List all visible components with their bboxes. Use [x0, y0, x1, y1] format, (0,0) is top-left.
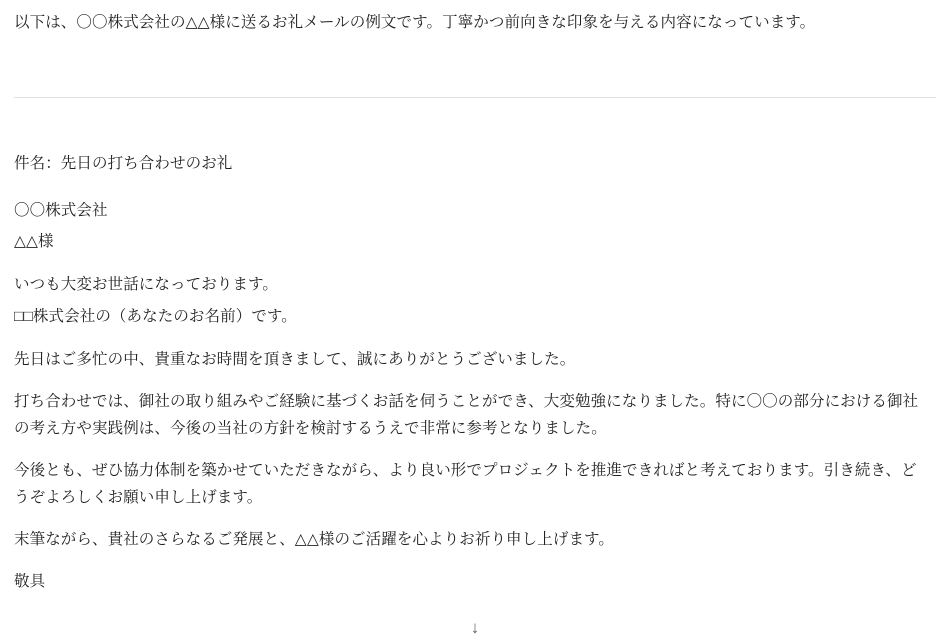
scroll-down-icon[interactable]: ↓ [470, 618, 480, 637]
sign-off: 敬具 [14, 573, 46, 591]
recipient-name: △△様 [14, 233, 54, 251]
future-paragraph: 今後とも、ぜひ協力体制を築かせていただきながら、より良い形でプロジェクトを推進できればと考えております。引き続き、どうぞよろしくお願い申し上げます。 [14, 462, 917, 507]
greeting-line-2: □□株式会社の（あなたのお名前）です。 [14, 307, 297, 325]
email-subject-line: 件名：先日の打ち合わせのお礼 [14, 155, 233, 172]
intro-paragraph: 以下は、〇〇株式会社の△△様に送るお礼メールの例文です。丁寧かつ前向きな印象を与える内容になっています。 [14, 14, 816, 31]
thanks-paragraph: 先日はご多忙の中、貴重なお時間を頂きまして、誠にありがとうございました。 [14, 350, 576, 368]
closing-wishes-paragraph: 末筆ながら、貴社のさらなるご発展と、△△様のご活躍を心よりお祈り申し上げます。 [14, 531, 615, 549]
greeting-line-1: いつも大変お世話になっております。 [14, 276, 278, 294]
meeting-paragraph: 打ち合わせでは、御社の取り組みやご経験に基づくお話を伺うことができ、大変勉強になりました。特に〇〇の部分における御社の考え方や実践例は、今後の当社の方針を検討するうえで非常に参考となりました。 [14, 392, 919, 437]
section-divider [14, 97, 936, 98]
email-sample-body [14, 150, 924, 596]
recipient-company: 〇〇株式会社 [14, 202, 108, 220]
